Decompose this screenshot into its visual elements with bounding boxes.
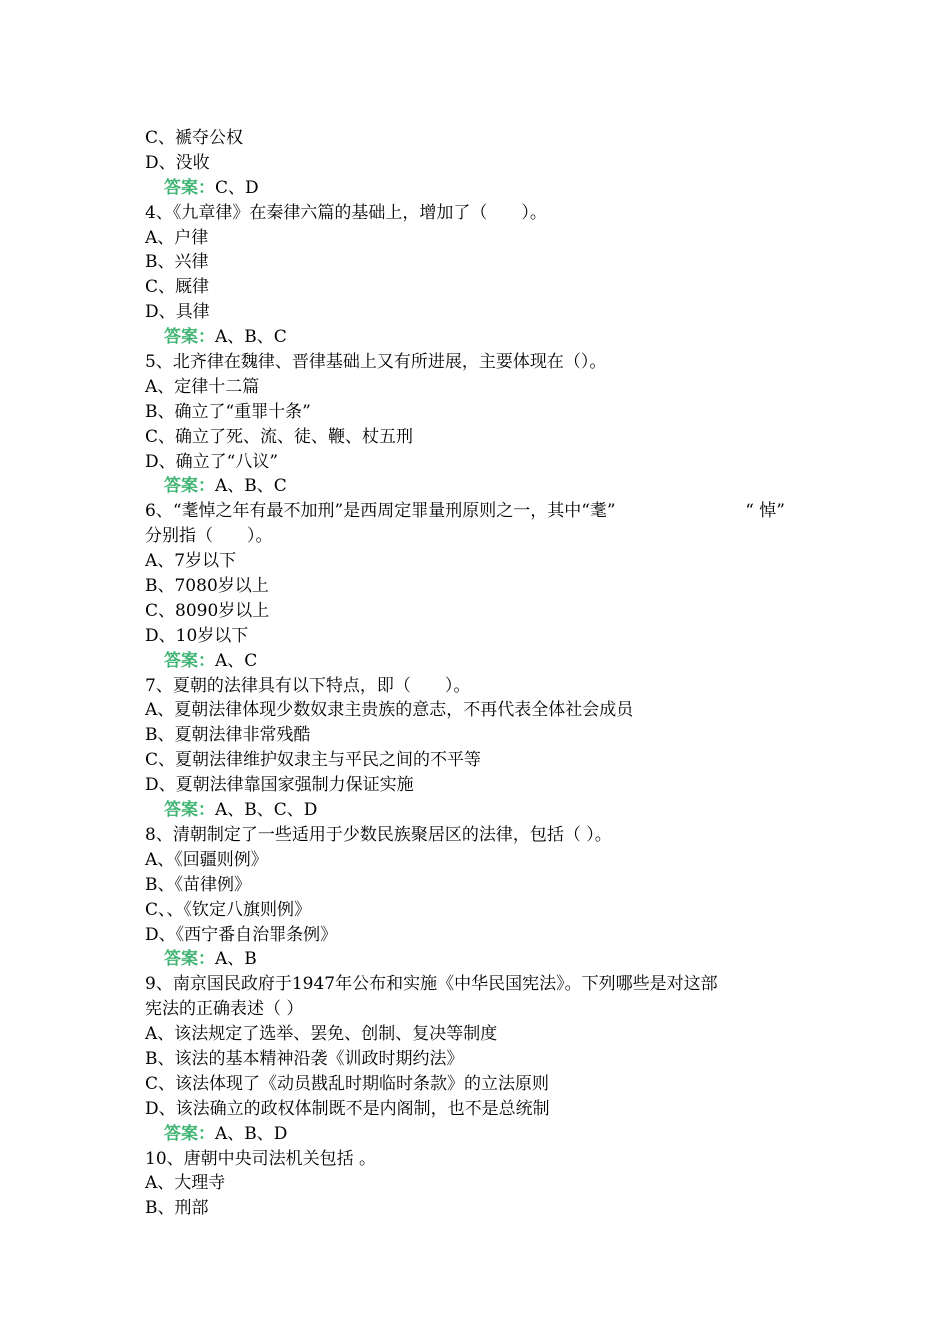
answer-label: 答案： (164, 1123, 215, 1144)
option-b: B、该法的基本精神沿袭《训政时期约法》 (145, 1048, 464, 1069)
answer-line (145, 649, 805, 674)
answer-label: 答案： (164, 650, 215, 671)
option-a: A、该法规定了选举、罢免、创制、复决等制度 (145, 1024, 498, 1045)
question-6-text-end: “ 悼” (745, 501, 785, 522)
option-d: D、夏朝法律靠国家强制力保证实施 (145, 775, 414, 796)
option-a: A、定律十二篇 (145, 376, 260, 397)
answer-label: 答案： (164, 476, 215, 497)
answer-value: A、B、C (215, 327, 287, 348)
question-6-text: 6、“耄悼之年有最不加刑”是西周定罪量刑原则之一，其中“耄” (145, 501, 616, 522)
answer-label: 答案： (164, 177, 215, 198)
document-page (145, 126, 805, 1221)
question-7: 7、夏朝的法律具有以下特点，即（ ）。 (145, 675, 471, 696)
option-c: C、厩律 (145, 277, 210, 298)
option-b: B、《苗律例》 (145, 874, 251, 895)
question-10: 10、唐朝中央司法机关包括 。 (145, 1148, 377, 1169)
question-8: 8、清朝制定了一些适用于少数民族聚居区的法律，包括（ ）。 (145, 824, 612, 845)
answer-value: A、B、C (215, 476, 287, 497)
answer-value: A、B (215, 949, 257, 970)
option-c: C、褫夺公权 (145, 128, 244, 148)
option-c: C、夏朝法律维护奴隶主与平民之间的不平等 (145, 750, 482, 771)
question-9-line-2: 宪法的正确表述（ ） (145, 999, 304, 1020)
question-5: 5、北齐律在魏律、晋律基础上又有所进展，主要体现在（）。 (145, 352, 607, 373)
answer-line (145, 798, 805, 823)
option-c: C、8090岁以上 (145, 600, 270, 621)
option-d: D、没收 (145, 152, 210, 173)
answer-line (145, 947, 805, 972)
question-6-line-1 (145, 499, 785, 524)
option-c: C、确立了死、流、徒、鞭、杖五刑 (145, 426, 414, 447)
answer-value: C、D (215, 177, 259, 198)
answer-value: A、B、C、D (215, 800, 318, 821)
option-a: A、7岁以下 (145, 551, 237, 572)
option-a: A、大理寺 (145, 1173, 226, 1194)
answer-line (145, 1122, 805, 1147)
answer-label: 答案： (164, 327, 215, 348)
answer-label: 答案： (164, 800, 215, 821)
question-4: 4、《九章律》在秦律六篇的基础上，增加了（ ）。 (145, 202, 547, 223)
answer-line (145, 474, 805, 499)
option-d: D、确立了“八议” (145, 451, 279, 472)
question-6-line-2: 分别指（ ）。 (145, 526, 273, 547)
answer-label: 答案： (164, 949, 215, 970)
answer-line (145, 325, 805, 350)
option-a: A、夏朝法律体现少数奴隶主贵族的意志，不再代表全体社会成员 (145, 700, 634, 721)
option-c: C、、《钦定八旗则例》 (145, 899, 312, 920)
answer-line (145, 176, 805, 201)
question-9-line-1: 9、南京国民政府于1947年公布和实施《中华民国宪法》。下列哪些是对这部 (145, 974, 718, 995)
option-b: B、确立了“重罪十条” (145, 401, 311, 422)
option-a: A、《回疆则例》 (145, 849, 268, 870)
option-b: B、兴律 (145, 252, 209, 273)
option-d: D、具律 (145, 302, 210, 323)
option-b: B、夏朝法律非常残酷 (145, 725, 311, 746)
answer-value: A、C (215, 650, 258, 671)
answer-value: A、B、D (215, 1123, 288, 1144)
option-b: B、7080岁以上 (145, 576, 269, 597)
option-d: D、《西宁番自治罪条例》 (145, 924, 338, 945)
option-b: B、刑部 (145, 1198, 209, 1219)
option-a: A、户律 (145, 227, 209, 248)
option-c: C、该法体现了《动员戡乱时期临时条款》的立法原则 (145, 1073, 550, 1094)
option-d: D、10岁以下 (145, 625, 249, 646)
option-d: D、该法确立的政权体制既不是内阁制，也不是总统制 (145, 1098, 550, 1119)
